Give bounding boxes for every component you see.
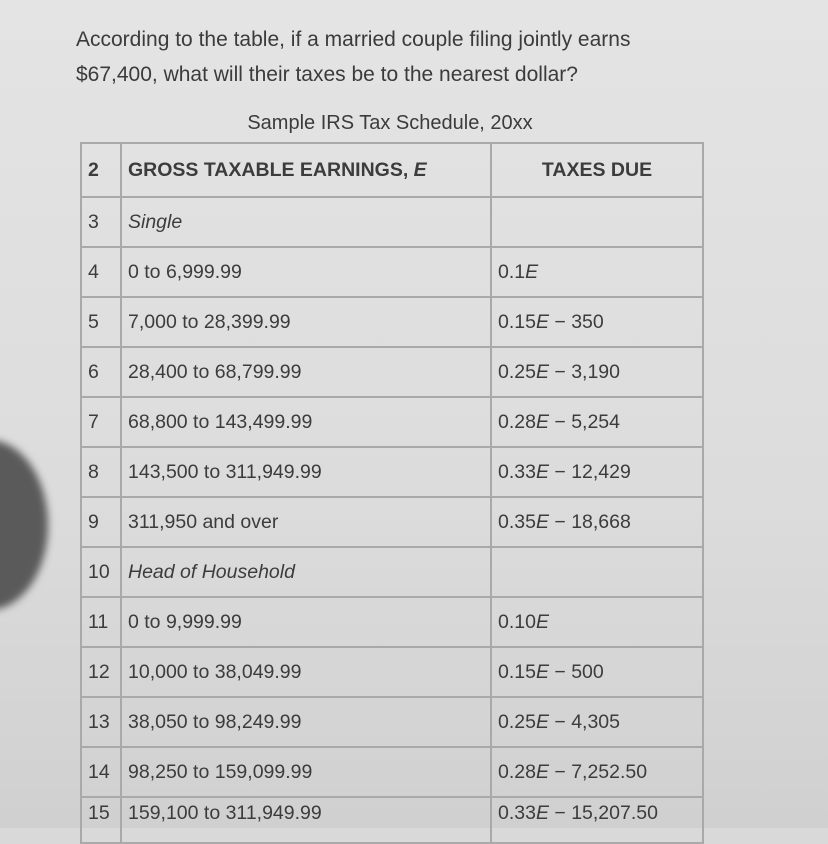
- taxes-due-formula: [491, 397, 703, 447]
- formula-variable: E: [525, 260, 539, 283]
- formula-variable: E: [535, 660, 549, 683]
- earnings-range: 0 to 9,999.99: [121, 597, 491, 647]
- row-number: 15: [81, 797, 121, 843]
- row-number: 11: [81, 597, 121, 647]
- taxes-due-formula: [491, 647, 703, 697]
- formula-coefficient: 0.25: [498, 710, 536, 733]
- earnings-range: 143,500 to 311,949.99: [121, 447, 491, 497]
- formula-subtrahend: − 4,305: [548, 710, 620, 733]
- table-row: [81, 747, 703, 797]
- table-row: [81, 297, 703, 347]
- taxes-due-formula: [491, 247, 703, 297]
- taxes-due-formula: [491, 447, 703, 497]
- dark-shape: [0, 440, 48, 610]
- formula-subtrahend: − 18,668: [548, 510, 631, 533]
- section-label: Head of Household: [121, 547, 491, 597]
- taxes-due-formula: [491, 597, 703, 647]
- section-label: Single: [121, 197, 491, 247]
- formula-variable: E: [535, 410, 549, 433]
- row-number: 4: [81, 247, 121, 297]
- table-section-row: [81, 547, 703, 597]
- formula-variable: E: [535, 510, 549, 533]
- table-caption: Sample IRS Tax Schedule, 20xx: [247, 112, 533, 134]
- earnings-range: 28,400 to 68,799.99: [121, 347, 491, 397]
- formula-coefficient: 0.25: [498, 360, 536, 383]
- taxes-due-formula: [491, 297, 703, 347]
- earnings-range: 38,050 to 98,249.99: [121, 697, 491, 747]
- formula-subtrahend: − 350: [548, 310, 604, 333]
- formula-variable: E: [535, 760, 549, 783]
- table-body: [81, 143, 703, 843]
- row-number: 8: [81, 447, 121, 497]
- formula-coefficient: 0.1: [498, 260, 526, 283]
- row-number: 3: [81, 197, 121, 247]
- question-text: [76, 22, 776, 92]
- formula-variable: E: [535, 460, 549, 483]
- row-number: 6: [81, 347, 121, 397]
- row-number: 7: [81, 397, 121, 447]
- formula-subtrahend: − 15,207.50: [548, 802, 658, 824]
- header-earnings-var: E: [413, 158, 427, 181]
- formula-variable: E: [535, 610, 549, 633]
- formula-variable: E: [535, 360, 549, 383]
- table-row: [81, 247, 703, 297]
- question-line-2: $67,400, what will their taxes be to the nearest dollar?: [76, 63, 578, 86]
- earnings-range: 311,950 and over: [121, 497, 491, 547]
- table-section-row: [81, 197, 703, 247]
- formula-subtrahend: − 12,429: [548, 460, 631, 483]
- formula-subtrahend: − 5,254: [548, 410, 620, 433]
- earnings-range: 7,000 to 28,399.99: [121, 297, 491, 347]
- row-number: 12: [81, 647, 121, 697]
- table-row: [81, 647, 703, 697]
- formula-coefficient: 0.28: [498, 760, 536, 783]
- table-row: [81, 347, 703, 397]
- row-number: 9: [81, 497, 121, 547]
- earnings-range: 68,800 to 143,499.99: [121, 397, 491, 447]
- formula-coefficient: 0.10: [498, 610, 536, 633]
- formula-subtrahend: − 3,190: [548, 360, 620, 383]
- taxes-due-formula: [491, 547, 703, 597]
- row-number: 14: [81, 747, 121, 797]
- row-number: 2: [81, 143, 121, 197]
- row-number: 5: [81, 297, 121, 347]
- row-number: 13: [81, 697, 121, 747]
- taxes-due-formula: [491, 497, 703, 547]
- formula-coefficient: 0.28: [498, 410, 536, 433]
- header-earnings: [121, 143, 491, 197]
- formula-coefficient: 0.33: [498, 460, 536, 483]
- table-row: [81, 397, 703, 447]
- formula-coefficient: 0.15: [498, 660, 536, 683]
- taxes-due-formula: [491, 697, 703, 747]
- earnings-range: 98,250 to 159,099.99: [121, 747, 491, 797]
- row-number: 10: [81, 547, 121, 597]
- formula-variable: E: [535, 710, 549, 733]
- question-line-1: According to the table, if a married couple filing jointly earns: [76, 28, 631, 51]
- tax-schedule-table: [80, 142, 704, 844]
- formula-variable: E: [535, 310, 549, 333]
- header-taxes-due: TAXES DUE: [491, 143, 703, 197]
- table-row: [81, 497, 703, 547]
- table-row: [81, 797, 703, 843]
- table-header-row: [81, 143, 703, 197]
- formula-coefficient: 0.35: [498, 510, 536, 533]
- earnings-range: 0 to 6,999.99: [121, 247, 491, 297]
- formula-subtrahend: − 500: [548, 660, 604, 683]
- formula-variable: E: [535, 802, 549, 824]
- formula-coefficient: 0.15: [498, 310, 536, 333]
- taxes-due-formula: [491, 197, 703, 247]
- earnings-range: 10,000 to 38,049.99: [121, 647, 491, 697]
- taxes-due-formula: [491, 347, 703, 397]
- table-row: [81, 447, 703, 497]
- header-earnings-text: GROSS TAXABLE EARNINGS,: [128, 158, 414, 181]
- earnings-range: 159,100 to 311,949.99: [121, 797, 491, 843]
- taxes-due-formula: [491, 797, 703, 843]
- table-row: [81, 697, 703, 747]
- taxes-due-formula: [491, 747, 703, 797]
- formula-coefficient: 0.33: [498, 802, 536, 824]
- formula-subtrahend: − 7,252.50: [548, 760, 648, 783]
- table-row: [81, 597, 703, 647]
